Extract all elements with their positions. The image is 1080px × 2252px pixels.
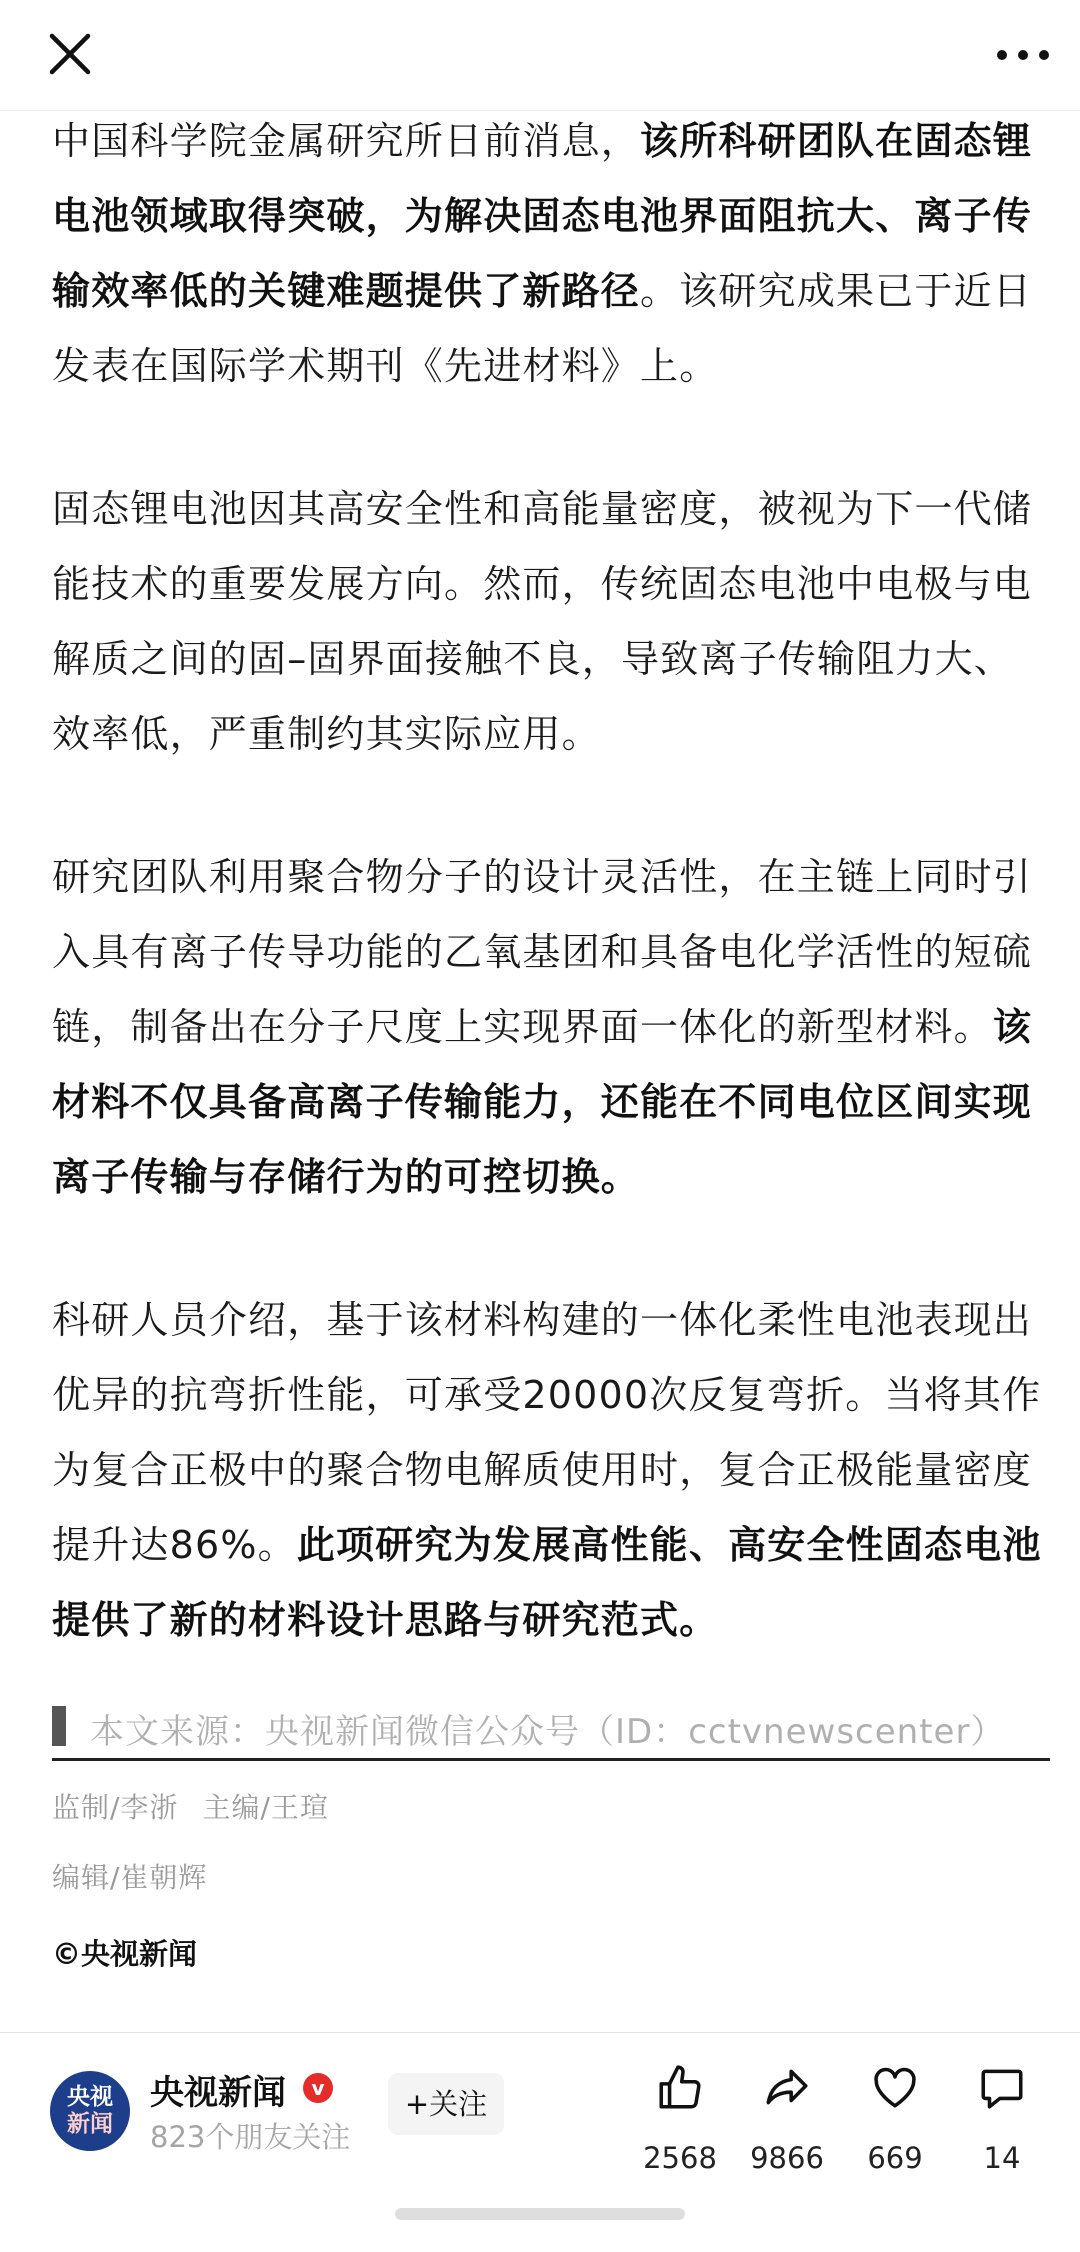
follow-button[interactable]: +关注 (388, 2073, 504, 2135)
close-icon (38, 28, 102, 84)
text-run: 研究团队利用聚合物分子的设计灵活性，在主链上同时引入具有离子传导功能的乙氧基团和具备电化学活性的短硫链，制备出在分子尺度上实现界面一体化的新型材料。 (52, 855, 1033, 1049)
bottom-action-bar (0, 2032, 1080, 2252)
share-button[interactable] (732, 2053, 842, 2183)
article-paragraph (52, 104, 1042, 404)
account-avatar[interactable] (50, 2071, 130, 2151)
bold-text-run: 该所科研团队在固态锂电池领域取得突破，为解决固态电池界面阻抗大、离子传输效率低的关键难题提供了新路径 (52, 119, 1033, 313)
source-text: 本文来源：央视新闻微信公众号（ID：cctvnewscenter） (90, 1712, 1006, 1752)
more-horizontal-icon (988, 30, 1058, 80)
account-name[interactable]: 央视新闻 (150, 2073, 286, 2113)
heart-icon (870, 2063, 920, 2113)
article-paragraph (52, 840, 1042, 1215)
bold-text-run: 此项研究为发展高性能、高安全性固态电池提供了新的材料设计思路与研究范式。 (52, 1523, 1042, 1642)
supervisor-credit: 监制/李浙 (52, 1791, 179, 1824)
bold-text-run: 该材料不仅具备高离子传输能力，还能在不同电位区间实现离子传输与存储行为的可控切换。 (52, 1005, 1033, 1199)
top-bar (0, 0, 1080, 111)
comment-bubble-icon (977, 2063, 1027, 2113)
editor-credit: 编辑/崔朝辉 (52, 1861, 208, 1894)
credit-line-2 (52, 1856, 231, 1896)
article-paragraph (52, 1283, 1042, 1658)
share-arrow-icon (762, 2063, 812, 2113)
close-button[interactable] (38, 28, 102, 84)
credit-line-1 (52, 1786, 353, 1826)
text-run: 科研人员介绍，基于该材料构建的一体化柔性电池表现出优异的抗弯折性能，可承受20000次反复弯折。当将其作为复合正极中的聚合物电解质使用时，复合正极能量密度提升达86%。 (52, 1298, 1042, 1567)
favorite-count: 669 (867, 2141, 923, 2175)
article-paragraph (52, 472, 1042, 772)
friends-following-count: 823个朋友关注 (150, 2120, 351, 2154)
thumbs-up-icon (655, 2063, 705, 2113)
text-run: 固态锂电池因其高安全性和高能量密度，被视为下一代储能技术的重要发展方向。然而，传统固态电池中电极与电解质之间的固–固界面接触不良，导致离子传输阻力大、效率低，严重制约其实际应用。 (52, 487, 1033, 756)
article-body (52, 104, 1042, 1726)
avatar-text-bottom: 新闻 (67, 2111, 113, 2137)
article-source (52, 1702, 1050, 1761)
verified-badge-icon: v (303, 2073, 333, 2103)
share-count: 9866 (750, 2141, 824, 2175)
source-marker (52, 1706, 66, 1746)
text-run: 。该研究成果已于近日发表在国际学术期刊《先进材料》上。 (52, 269, 1033, 388)
comment-button[interactable] (947, 2053, 1057, 2183)
more-options-button[interactable] (988, 30, 1058, 80)
home-indicator (395, 2208, 685, 2220)
comment-count: 14 (983, 2141, 1021, 2175)
favorite-button[interactable] (840, 2053, 950, 2183)
chief-editor-credit: 主编/王瑄 (202, 1791, 329, 1824)
like-count: 2568 (643, 2141, 717, 2175)
avatar-text-top: 央视 (67, 2084, 113, 2110)
copyright: ©央视新闻 (52, 1937, 198, 1971)
like-button[interactable] (625, 2053, 735, 2183)
text-run: 中国科学院金属研究所日前消息， (52, 119, 641, 163)
